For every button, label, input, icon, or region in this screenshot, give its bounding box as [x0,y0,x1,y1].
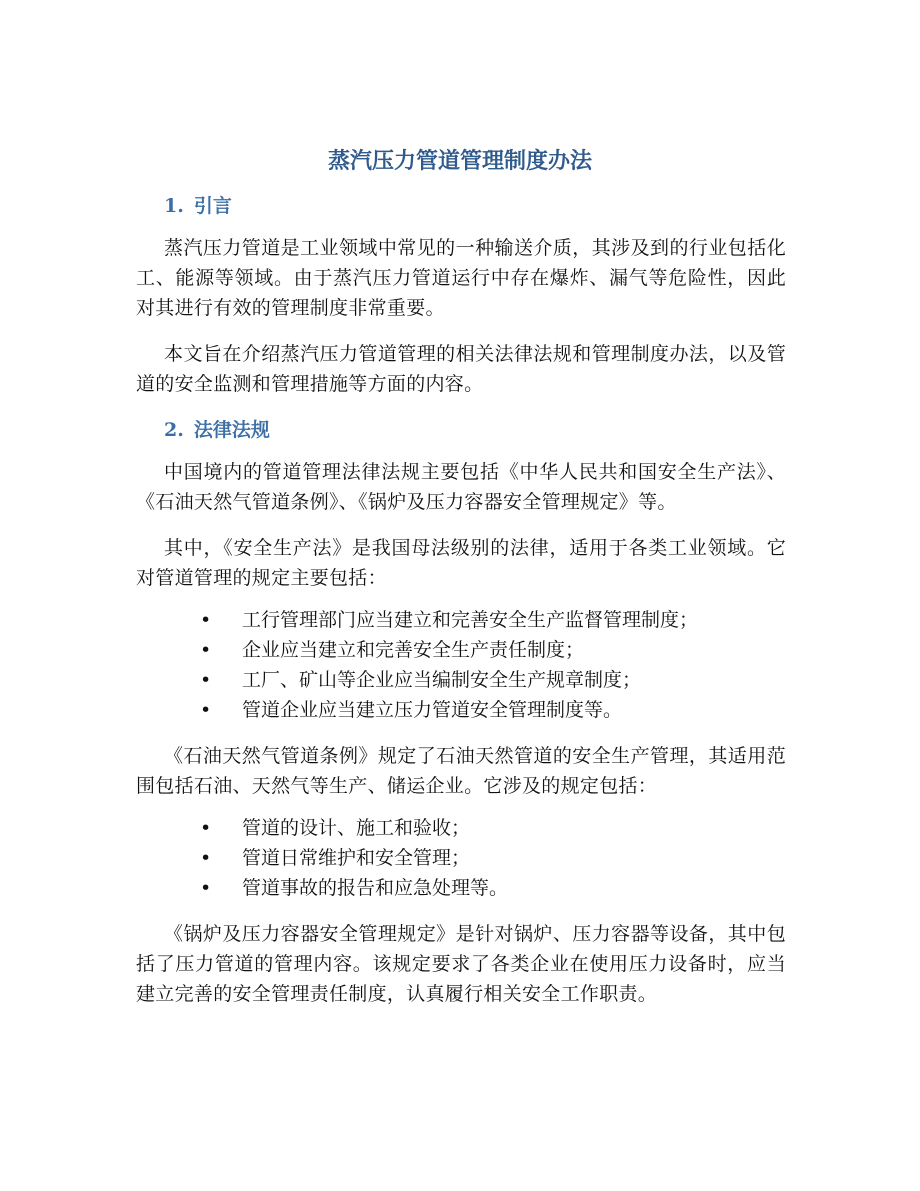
bullet-icon: • [200,699,212,721]
list-item-text: 管道企业应当建立压力管道安全管理制度等。 [242,699,623,721]
bullet-icon: • [200,847,212,869]
section-number: 2. [164,419,184,441]
section-heading-text: 法律法规 [193,419,270,441]
list-item [136,635,786,665]
paragraph: 本文旨在介绍蒸汽压力管道管理的相关法律法规和管理制度办法，以及管道的安全监测和管理措施等方面的内容。 [136,343,786,395]
list-item-text: 工行管理部门应当建立和完善安全生产监督管理制度； [242,609,699,631]
list-item-text: 企业应当建立和完善安全生产责任制度； [242,639,585,661]
paragraph: 中国境内的管道管理法律法规主要包括《中华人民共和国安全生产法》、《石油天然气管道条例》、《锅炉及压力容器安全管理规定》等。 [136,461,786,513]
section-heading-text: 引言 [193,195,232,217]
list-item-text: 工厂、矿山等企业应当编制安全生产规章制度； [242,669,642,691]
bullet-icon: • [200,639,212,661]
bullet-icon: • [200,609,212,631]
list-item [136,665,786,695]
list-item [136,873,786,903]
paragraph: 《石油天然气管道条例》规定了石油天然管道的安全生产管理，其适用范围包括石油、天然气等生产、储运企业。它涉及的规定包括： [136,745,786,797]
list-item-text: 管道的设计、施工和验收； [242,817,471,839]
document-title: 蒸汽压力管道管理制度办法 [327,148,592,174]
document-body [136,191,786,1025]
section-heading-introduction [164,191,786,221]
paragraph: 其中，《安全生产法》是我国母法级别的法律，适用于各类工业领域。它对管道管理的规定主要包括： [136,537,786,589]
list-item [136,813,786,843]
bullet-icon: • [200,817,212,839]
list-item [136,843,786,873]
bullet-icon: • [200,877,212,899]
list-item-text: 管道事故的报告和应急处理等。 [242,877,509,899]
list-item [136,695,786,725]
section-heading-laws [164,415,786,445]
bullet-icon: • [200,669,212,691]
bullet-list-safety-law [136,605,786,725]
list-item-text: 管道日常维护和安全管理； [242,847,471,869]
paragraph: 《锅炉及压力容器安全管理规定》是针对锅炉、压力容器等设备，其中包括了压力管道的管理内容。该规定要求了各类企业在使用压力设备时，应当建立完善的安全管理责任制度，认真履行相关安全工作职责。 [136,923,786,1005]
paragraph: 蒸汽压力管道是工业领域中常见的一种输送介质，其涉及到的行业包括化工、能源等领域。由于蒸汽压力管道运行中存在爆炸、漏气等危险性，因此对其进行有效的管理制度非常重要。 [136,237,786,319]
list-item [136,605,786,635]
bullet-list-pipeline-regulation [136,813,786,903]
section-number: 1. [164,195,184,217]
